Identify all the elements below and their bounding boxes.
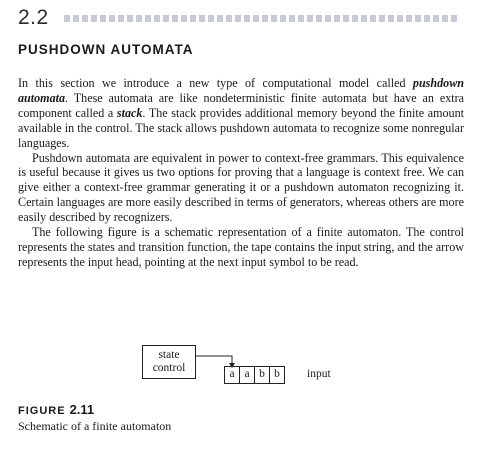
input-tape xyxy=(224,366,285,384)
tape-cell: a xyxy=(240,367,255,383)
paragraph-2: Pushdown automata are equivalent in power to context-free grammars. This equivalence is useful because it gives us two options for proving that a language is context free. We can give either a context-free grammar generating it or a pushdown automaton recognizing it. Certain languages are more easily described in terms of generators, whereas others are more easily described by recognizers. xyxy=(18,150,464,225)
figure-word: FIGURE xyxy=(18,405,66,417)
figure-caption-text: Schematic of a finite automaton xyxy=(18,419,172,433)
tape-label: input xyxy=(307,368,331,380)
control-label-line1: state xyxy=(158,349,180,361)
tape-cell: b xyxy=(274,368,280,380)
tape-cell: a xyxy=(225,367,240,383)
paragraph-3: The following figure is a schematic representation of a finite automaton. The control represents the states and transition function, the tape contains the input string, and the arrow represents the input head, pointing at the next input symbol to be read. xyxy=(18,225,464,269)
p1-text-a: In this section we introduce a new type of computational model called xyxy=(18,76,413,90)
term-stack: stack xyxy=(116,105,143,120)
body-text xyxy=(18,76,464,270)
p1-text-b: . These automata are like nondeterministic finite automata but have an extra component called a xyxy=(18,90,464,120)
tape-cell: b xyxy=(255,367,270,383)
paragraph-1 xyxy=(18,76,464,151)
term-pushdown-automata: pushdown automata xyxy=(18,76,464,105)
section-title: PUSHDOWN AUTOMATA xyxy=(18,42,194,57)
p1-text-c: . The stack provides additional memory beyond the finite amount available in the control. The stack allows pushdown automata to recognize some nonregular languages. xyxy=(18,105,465,150)
state-control-box xyxy=(142,345,196,379)
figure-label xyxy=(18,402,171,419)
section-number: 2.2 xyxy=(18,6,49,29)
control-label-line2: control xyxy=(152,361,186,374)
figure-caption xyxy=(18,402,171,434)
section-dot-rule xyxy=(64,15,460,22)
figure-number: 2.11 xyxy=(69,402,95,417)
